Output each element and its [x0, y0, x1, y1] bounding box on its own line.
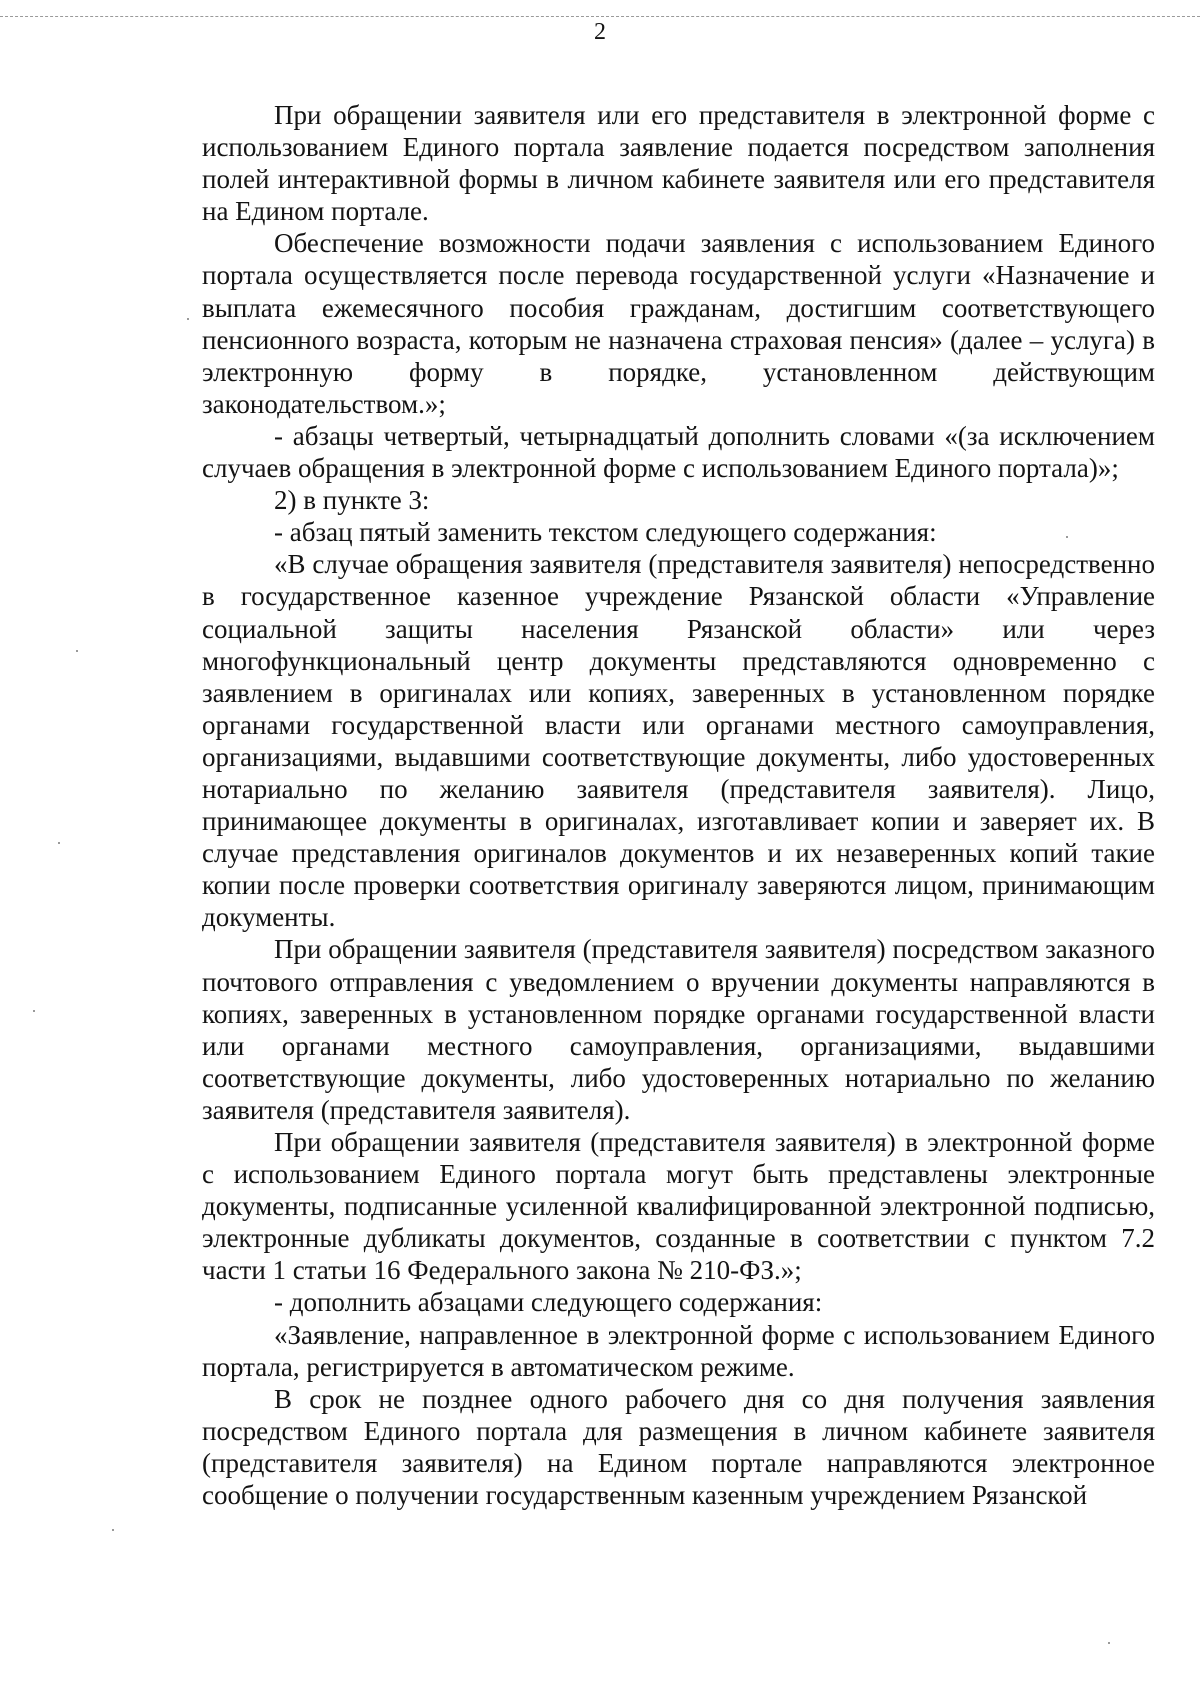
page-number: 2 [594, 19, 606, 45]
paragraph-1: При обращении заявителя или его представителя в электронной форме с использованием Единого портала заявление подается посредством заполнения полей интерактивной формы в личном кабинете заявителя или его представителя на Едином портале. [202, 100, 1155, 227]
paragraph-10: «Заявление, направленное в электронной форме с использованием Единого портала, регистрируется в автоматическом режиме. [202, 1319, 1155, 1382]
scan-speck [187, 318, 189, 320]
scan-speck [33, 1010, 35, 1012]
paragraph-4: 2) в пункте 3: [274, 485, 430, 516]
paragraph-7: При обращении заявителя (представителя заявителя) посредством заказного почтового отправления с уведомлением о вручении документы направляются в копиях, заверенных в установленном порядке органами государственной власти или органами местного самоуправления, организациями, выдавшими соответствующие документы, либо удостоверенных нотариально по желанию заявителя (представителя заявителя). [202, 934, 1155, 1125]
paragraph-11: В срок не позднее одного рабочего дня со дня получения заявления посредством Единого портала для размещения в личном кабинете заявителя (представителя заявителя) на Едином портале направляются электронное сообщение о получении государственным казенным учреждением Рязанской [202, 1383, 1155, 1511]
scan-top-edge [0, 16, 1200, 17]
paragraph-3: - абзацы четвертый, четырнадцатый дополнить словами «(за исключением случаев обращения в электронной форме с использованием Единого портала)»; [202, 420, 1155, 484]
scan-speck [1108, 1642, 1110, 1644]
document-body [202, 99, 1155, 1511]
scan-speck [112, 1529, 114, 1531]
paragraph-2: Обеспечение возможности подачи заявления с использованием Единого портала осуществляется после перевода государственной услуги «Назначение и выплата ежемесячного пособия гражданам, достигшим соответствующего пенсионного возраста, которым не назначена страховая пенсия» (далее – услуга) в электронную форму в порядке, установленном действующим законодательством.»; [202, 228, 1155, 419]
scan-speck [1066, 536, 1068, 538]
paragraph-9: - дополнить абзацами следующего содержания: [274, 1287, 823, 1318]
scan-speck [58, 842, 60, 844]
paragraph-6: «В случае обращения заявителя (представителя заявителя) непосредственно в государственное казенное учреждение Рязанской области «Управление социальной защиты населения Рязанской области» или через многофункциональный центр документы представляются одновременно с заявлением в оригиналах или копиях, заверенных в установленном порядке органами государственной власти или органами местного самоуправления, организациями, выдавшими соответствующие документы, либо удостоверенных нотариально по желанию заявителя (представителя заявителя). Лицо, принимающее документы в оригиналах, изготавливает копии и заверяет их. В случае представления оригиналов документов и их незаверенных копий такие копии после проверки соответствия оригиналу заверяются лицом, принимающим документы. [202, 549, 1155, 933]
scan-speck [76, 650, 78, 652]
paragraph-8: При обращении заявителя (представителя заявителя) в электронной форме с использованием Единого портала могут быть представлены электронные документы, подписанные усиленной квалифицированной электронной подписью, электронные дубликаты документов, созданные в соответствии с пунктом 7.2 части 1 статьи 16 Федерального закона № 210-ФЗ.»; [202, 1127, 1155, 1286]
paragraph-5: - абзац пятый заменить текстом следующего содержания: [274, 517, 937, 548]
